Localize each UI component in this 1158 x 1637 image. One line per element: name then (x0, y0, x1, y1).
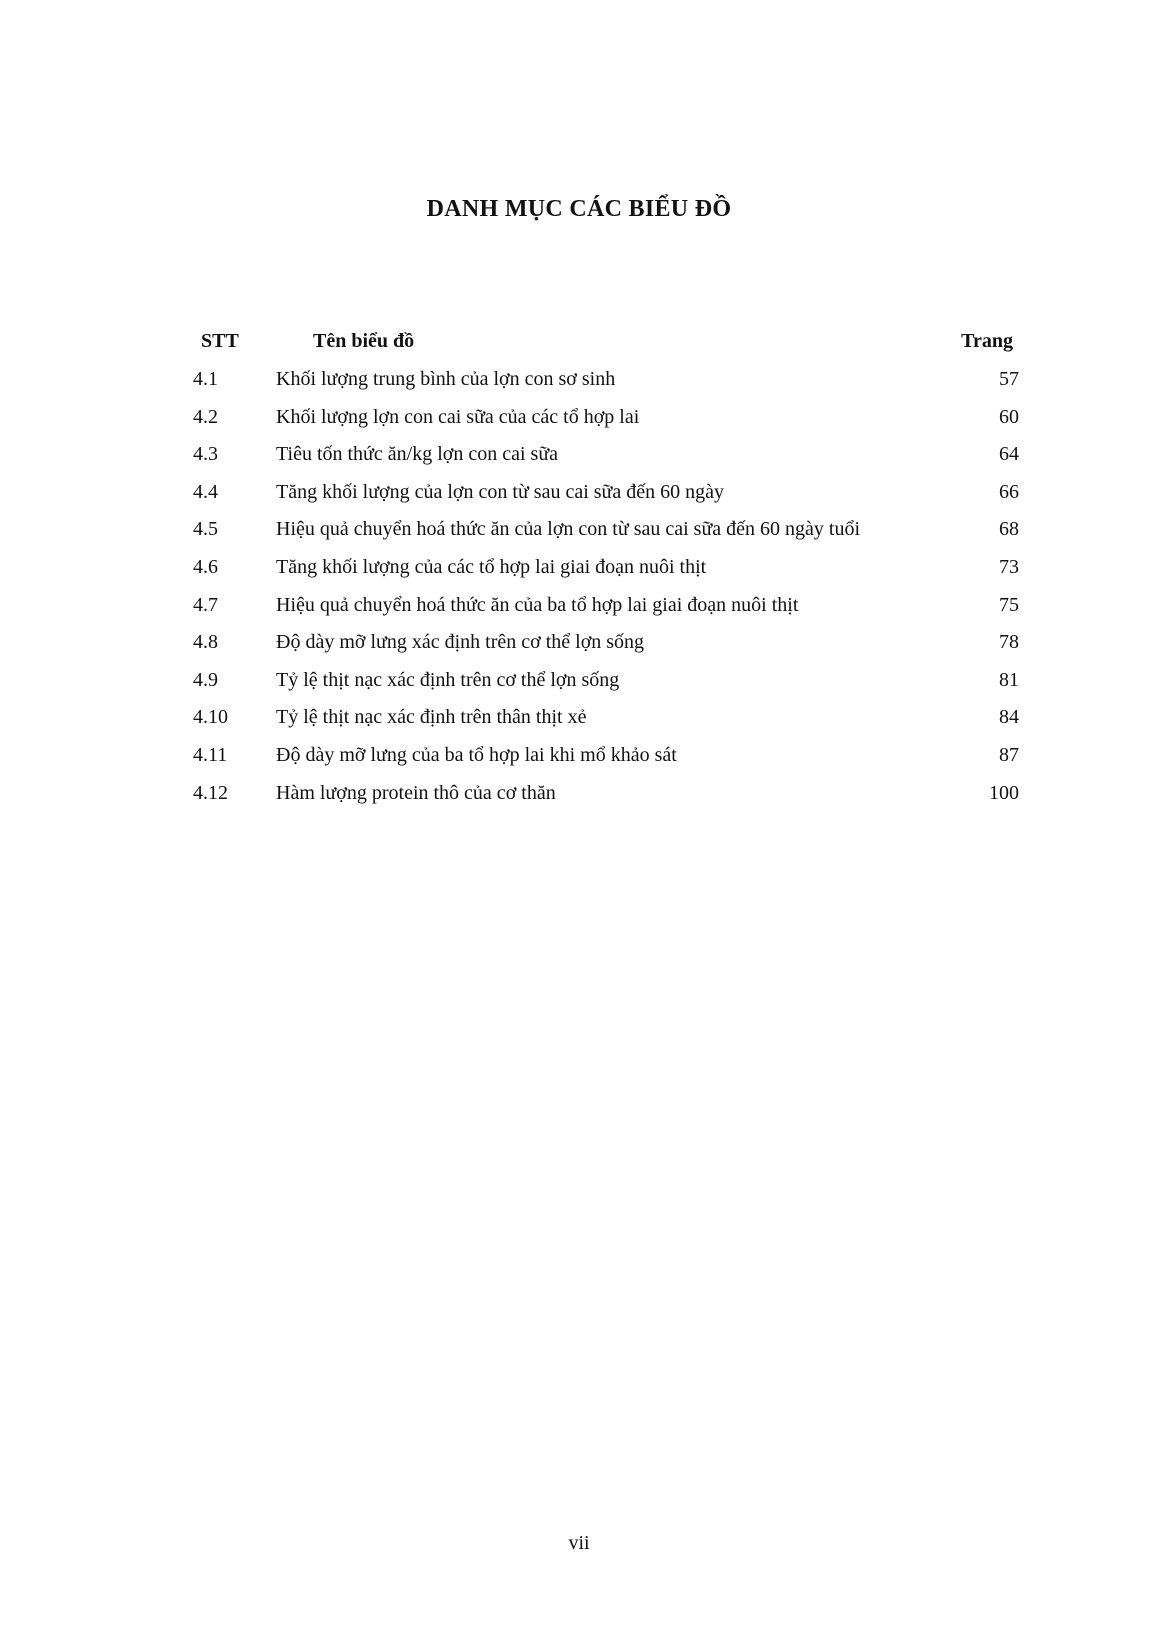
item-number: 4.12 (193, 781, 228, 804)
item-number: 4.5 (193, 518, 218, 541)
item-page: 87 (999, 743, 1019, 766)
list-item (193, 546, 1019, 584)
item-page: 81 (999, 668, 1019, 691)
item-page: 68 (999, 518, 1019, 541)
item-page: 60 (999, 405, 1019, 428)
list-item (193, 696, 1019, 734)
item-number: 4.1 (193, 368, 218, 390)
list-item (193, 358, 1019, 396)
item-page: 78 (999, 631, 1019, 654)
item-title: Tiêu tốn thức ăn/kg lợn con cai sữa (276, 443, 559, 466)
item-title: Độ dày mỡ lưng của ba tổ hợp lai khi mổ khảo sát (276, 743, 677, 766)
item-title: Tỷ lệ thịt nạc xác định trên thân thịt xẻ (276, 706, 587, 729)
item-page: 57 (999, 368, 1019, 390)
page-number: vii (568, 1532, 590, 1554)
item-title: Tỷ lệ thịt nạc xác định trên cơ thể lợn sống (276, 668, 620, 691)
item-number: 4.10 (193, 706, 228, 729)
item-number: 4.11 (193, 743, 228, 766)
list-item (193, 508, 1019, 546)
list-header (193, 318, 1019, 358)
list-item (193, 621, 1019, 659)
list-item (193, 396, 1019, 434)
list-item (193, 584, 1019, 622)
header-name: Tên biểu đồ (313, 330, 415, 352)
item-title: Hiệu quả chuyển hoá thức ăn của ba tổ hợp lai giai đoạn nuôi thịt (276, 593, 799, 616)
list-item (193, 471, 1019, 509)
list-item (193, 659, 1019, 697)
page-title: DANH MỤC CÁC BIỂU ĐỒ (426, 196, 732, 222)
item-number: 4.4 (193, 480, 218, 503)
item-number: 4.2 (193, 405, 218, 428)
item-title: Tăng khối lượng của lợn con từ sau cai sữa đến 60 ngày (276, 480, 725, 503)
list-item (193, 734, 1019, 772)
item-page: 66 (999, 480, 1019, 503)
item-title: Hàm lượng protein thô của cơ thăn (276, 781, 556, 804)
item-page: 100 (989, 781, 1019, 804)
item-page: 64 (999, 443, 1019, 466)
item-number: 4.6 (193, 555, 218, 578)
list-item (193, 433, 1019, 471)
item-number: 4.9 (193, 668, 218, 691)
item-page: 84 (999, 706, 1019, 729)
item-title: Độ dày mỡ lưng xác định trên cơ thể lợn sống (276, 631, 645, 654)
item-number: 4.8 (193, 631, 218, 654)
item-title: Khối lượng trung bình của lợn con sơ sinh (276, 368, 616, 390)
item-page: 73 (999, 555, 1019, 578)
item-page: 75 (999, 593, 1019, 616)
list-item (193, 772, 1019, 810)
item-title: Khối lượng lợn con cai sữa của các tổ hợp lai (276, 405, 640, 428)
item-number: 4.3 (193, 443, 218, 466)
item-number: 4.7 (193, 593, 218, 616)
header-stt: STT (201, 330, 239, 352)
item-title: Tăng khối lượng của các tổ hợp lai giai đoạn nuôi thịt (276, 555, 707, 578)
item-title: Hiệu quả chuyển hoá thức ăn của lợn con từ sau cai sữa đến 60 ngày tuổi (276, 518, 861, 541)
header-page: Trang (961, 330, 1013, 352)
chart-list (193, 318, 1019, 809)
